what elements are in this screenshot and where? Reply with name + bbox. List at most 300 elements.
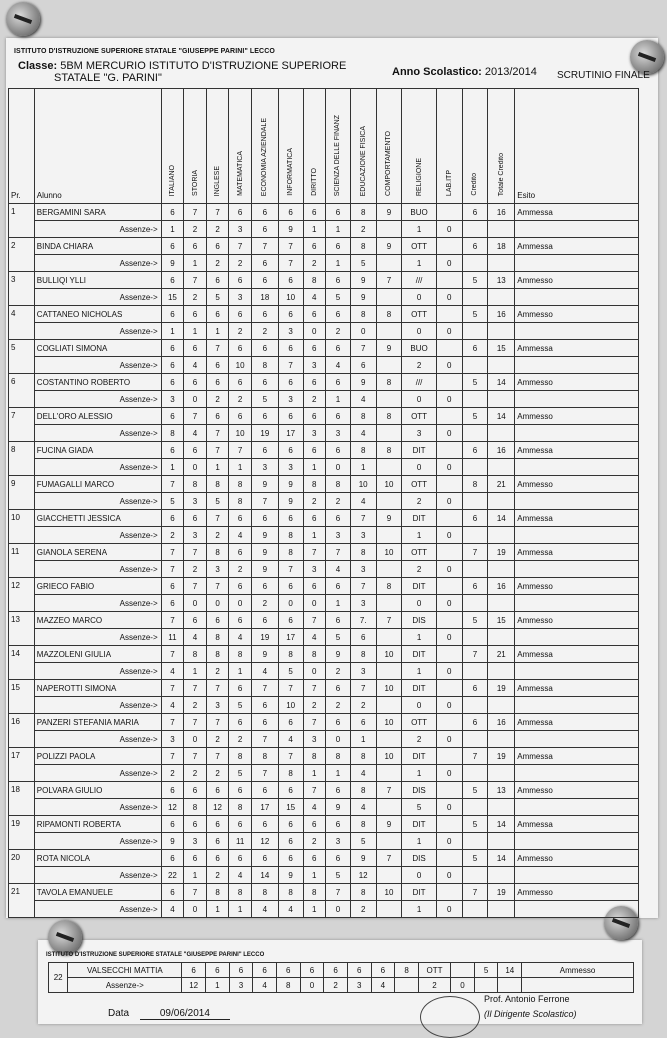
student-number: 19: [9, 816, 35, 850]
absence-label: Assenze->: [34, 765, 161, 782]
grade-cell: 6: [303, 442, 326, 459]
grade-cell: 7: [350, 680, 376, 697]
grade-cell: 6: [206, 238, 229, 255]
blank-credito: [462, 799, 488, 816]
grade-cell: 8: [229, 884, 252, 901]
absence-cell: 5: [229, 765, 252, 782]
blank-totale: [488, 765, 515, 782]
totale-cell: 15: [488, 340, 515, 357]
grade-cell: [436, 204, 462, 221]
absence-cell: 1: [326, 255, 351, 272]
grade-cell: 8: [376, 578, 402, 595]
absence-cell: 1: [161, 323, 184, 340]
grade-cell: 7: [184, 748, 207, 765]
col-subject: INGLESE: [206, 89, 229, 204]
absence-cell: 4: [326, 357, 351, 374]
absence-cell: 8: [184, 799, 207, 816]
grade-cell: 7: [161, 680, 184, 697]
grades-table: [8, 88, 639, 918]
grade-cell: 6: [182, 963, 206, 978]
grade-cell: OTT: [402, 476, 436, 493]
credito-cell: 5: [462, 850, 488, 867]
absence-row: [9, 867, 639, 884]
grade-cell: 6: [278, 204, 303, 221]
grade-cell: 7: [278, 238, 303, 255]
grade-cell: 8: [326, 748, 351, 765]
absence-row: [9, 459, 639, 476]
absence-cell: 8: [206, 629, 229, 646]
absence-cell: 2: [303, 493, 326, 510]
totale-cell: 16: [488, 578, 515, 595]
absence-cell: 1: [326, 391, 351, 408]
blank-credito: [462, 221, 488, 238]
absence-cell: 0: [303, 595, 326, 612]
institute-title: ISTITUTO D'ISTRUZIONE SUPERIORE STATALE "GIUSEPPE PARINI" LECCO: [14, 48, 275, 55]
blank-totale: [488, 799, 515, 816]
grade-cell: [436, 510, 462, 527]
absence-cell: 1: [402, 765, 436, 782]
grade-cell: [436, 544, 462, 561]
grade-cell: 6: [184, 238, 207, 255]
grade-cell: 6: [229, 680, 252, 697]
absence-cell: 3: [161, 391, 184, 408]
grade-cell: 7: [184, 680, 207, 697]
absence-row: [9, 289, 639, 306]
grade-cell: 6: [206, 374, 229, 391]
grade-cell: 6: [206, 782, 229, 799]
credito-cell: 6: [462, 238, 488, 255]
absence-cell: 1: [184, 323, 207, 340]
grade-cell: 7: [161, 612, 184, 629]
grade-cell: 6: [326, 680, 351, 697]
absence-cell: [376, 799, 402, 816]
grade-cell: 6: [300, 963, 324, 978]
esito-cell: Ammessa: [515, 646, 639, 663]
blank-credito: [462, 561, 488, 578]
absence-cell: 7: [251, 765, 278, 782]
grade-cell: 7.: [350, 612, 376, 629]
absence-cell: 9: [161, 833, 184, 850]
absence-cell: 4: [326, 561, 351, 578]
absence-cell: 3: [184, 527, 207, 544]
grade-cell: 6: [184, 374, 207, 391]
absence-cell: 0: [436, 799, 462, 816]
school-year: [392, 66, 537, 78]
grade-cell: 10: [376, 544, 402, 561]
grade-cell: 6: [278, 816, 303, 833]
absence-cell: 11: [229, 833, 252, 850]
totale-cell: 16: [488, 714, 515, 731]
grade-cell: 6: [229, 578, 252, 595]
grade-cell: 6: [251, 408, 278, 425]
grade-cell: 6: [278, 306, 303, 323]
totale-cell: 14: [488, 850, 515, 867]
absence-label: Assenze->: [34, 357, 161, 374]
absence-cell: 10: [229, 357, 252, 374]
blank-credito: [462, 731, 488, 748]
blank-esito: [515, 731, 639, 748]
esito-cell: Ammessa: [515, 340, 639, 357]
absence-cell: 2: [206, 867, 229, 884]
absence-cell: 17: [251, 799, 278, 816]
totale-cell: 14: [488, 510, 515, 527]
grade-cell: [436, 816, 462, 833]
grade-cell: DIT: [402, 442, 436, 459]
absence-label: Assenze->: [34, 867, 161, 884]
grade-cell: 6: [303, 816, 326, 833]
totale-cell: 21: [488, 646, 515, 663]
grade-cell: 6: [229, 816, 252, 833]
blank-credito: [462, 391, 488, 408]
absence-cell: 2: [418, 978, 450, 993]
school-stamp: [420, 996, 480, 1038]
absence-cell: 0: [300, 978, 324, 993]
blank-esito: [515, 663, 639, 680]
grade-cell: [436, 238, 462, 255]
absence-row: [9, 391, 639, 408]
absence-cell: 2: [229, 731, 252, 748]
absence-cell: 0: [326, 901, 351, 918]
grade-cell: 7: [229, 442, 252, 459]
grade-cell: 6: [326, 714, 351, 731]
absence-cell: 3: [350, 595, 376, 612]
absence-cell: 0: [184, 391, 207, 408]
blank-totale: [488, 561, 515, 578]
blank-credito: [462, 595, 488, 612]
blank-credito: [462, 289, 488, 306]
blank-totale: [488, 289, 515, 306]
esito-cell: Ammesso: [515, 408, 639, 425]
grade-cell: 6: [161, 204, 184, 221]
absence-cell: 5: [326, 289, 351, 306]
blank-esito: [515, 833, 639, 850]
absence-cell: 2: [251, 323, 278, 340]
absence-cell: 4: [350, 425, 376, 442]
blank-credito: [462, 527, 488, 544]
absence-cell: 4: [229, 867, 252, 884]
col-subject: INFORMATICA: [278, 89, 303, 204]
absence-cell: 19: [251, 425, 278, 442]
grade-cell: 6: [229, 306, 252, 323]
absence-cell: 1: [303, 527, 326, 544]
absence-row: [9, 357, 639, 374]
grade-cell: ///: [402, 272, 436, 289]
absence-label: Assenze->: [34, 255, 161, 272]
absence-cell: 4: [161, 697, 184, 714]
absence-cell: 5: [251, 391, 278, 408]
grade-cell: 7: [350, 510, 376, 527]
absence-row: [9, 765, 639, 782]
totale-cell: 19: [488, 748, 515, 765]
pushpin-icon: [48, 920, 82, 954]
absence-cell: 1: [303, 901, 326, 918]
grade-cell: 6: [326, 816, 351, 833]
blank-esito: [515, 561, 639, 578]
grade-cell: 6: [278, 272, 303, 289]
grade-cell: 6: [278, 510, 303, 527]
grade-cell: 6: [251, 510, 278, 527]
absence-cell: [376, 391, 402, 408]
esito-cell: Ammesso: [515, 782, 639, 799]
student-name: RIPAMONTI ROBERTA: [34, 816, 161, 833]
absence-cell: 0: [402, 459, 436, 476]
absence-cell: 19: [251, 629, 278, 646]
blank-esito: [515, 221, 639, 238]
grade-cell: 8: [376, 408, 402, 425]
grade-cell: 6: [229, 544, 252, 561]
absence-cell: 4: [253, 978, 277, 993]
absence-cell: 9: [251, 561, 278, 578]
grade-cell: 7: [206, 442, 229, 459]
grade-cell: [436, 442, 462, 459]
grade-cell: 8: [326, 476, 351, 493]
absence-row: [9, 425, 639, 442]
grade-cell: 7: [161, 544, 184, 561]
absence-cell: 9: [161, 255, 184, 272]
table-row: [9, 578, 639, 595]
absence-cell: 0: [436, 731, 462, 748]
grade-cell: 8: [376, 442, 402, 459]
table-row: [9, 238, 639, 255]
absence-cell: 0: [184, 901, 207, 918]
grade-cell: 6: [161, 816, 184, 833]
absence-cell: 0: [436, 391, 462, 408]
student-number: 9: [9, 476, 35, 510]
grade-cell: 6: [278, 612, 303, 629]
absence-cell: 3: [229, 978, 253, 993]
blank-credito: [462, 255, 488, 272]
grade-cell: 8: [350, 884, 376, 901]
absence-cell: 3: [278, 391, 303, 408]
student-name: POLIZZI PAOLA: [34, 748, 161, 765]
grade-cell: 8: [350, 646, 376, 663]
grade-cell: 6: [278, 442, 303, 459]
esito-cell: Ammesso: [515, 850, 639, 867]
student-number: 18: [9, 782, 35, 816]
grade-cell: 8: [303, 646, 326, 663]
absence-cell: 2: [229, 561, 252, 578]
absence-cell: 7: [278, 357, 303, 374]
pushpin-icon: [630, 40, 664, 74]
grade-cell: 6: [184, 850, 207, 867]
absence-cell: 2: [303, 833, 326, 850]
esito-cell: Ammesso: [515, 374, 639, 391]
scrutinio-label: SCRUTINIO FINALE: [557, 70, 650, 81]
absence-cell: 1: [184, 663, 207, 680]
absence-row: [9, 799, 639, 816]
student-number: 17: [9, 748, 35, 782]
grade-cell: 6: [251, 612, 278, 629]
grade-cell: 10: [376, 476, 402, 493]
blank-totale: [488, 459, 515, 476]
table-row: [9, 816, 639, 833]
absence-cell: 1: [303, 765, 326, 782]
grade-cell: 8: [350, 748, 376, 765]
grade-cell: [436, 340, 462, 357]
grade-cell: 6: [184, 612, 207, 629]
grade-cell: 7: [206, 680, 229, 697]
absence-cell: 1: [402, 255, 436, 272]
blank-esito: [515, 867, 639, 884]
absence-cell: 2: [303, 391, 326, 408]
absence-cell: [376, 357, 402, 374]
absence-cell: 1: [206, 323, 229, 340]
signer-role: (Il Dirigente Scolastico): [484, 1009, 577, 1019]
absence-cell: 0: [184, 595, 207, 612]
grade-cell: 8: [376, 306, 402, 323]
grade-cell: 7: [206, 578, 229, 595]
absence-cell: 6: [251, 221, 278, 238]
blank-credito: [462, 833, 488, 850]
col-subject: ITALIANO: [161, 89, 184, 204]
absence-cell: 5: [350, 255, 376, 272]
grade-cell: DIS: [402, 850, 436, 867]
absence-cell: [376, 425, 402, 442]
absence-cell: 0: [436, 289, 462, 306]
grade-cell: 8: [206, 544, 229, 561]
absence-cell: 2: [324, 978, 348, 993]
signer-name: Prof. Antonio Ferrone: [484, 994, 570, 1004]
student-name: COSTANTINO ROBERTO: [34, 374, 161, 391]
col-subject: COMPORTAMENTO: [376, 89, 402, 204]
grade-cell: 7: [303, 612, 326, 629]
credito-cell: 5: [462, 782, 488, 799]
grade-cell: 10: [376, 884, 402, 901]
esito-cell: Ammesso: [515, 476, 639, 493]
grade-cell: 6: [326, 238, 351, 255]
absence-cell: 2: [184, 765, 207, 782]
absence-cell: 15: [161, 289, 184, 306]
absence-cell: 5: [278, 663, 303, 680]
class-label: Classe:: [18, 60, 58, 72]
col-subject: SCIENZA DELLE FINANZ: [326, 89, 351, 204]
absence-cell: 4: [350, 493, 376, 510]
esito-cell: Ammessa: [515, 544, 639, 561]
absence-label: Assenze->: [34, 595, 161, 612]
absence-cell: 1: [350, 459, 376, 476]
totale-cell: 13: [488, 272, 515, 289]
grade-cell: 8: [206, 646, 229, 663]
credito-cell: 6: [462, 680, 488, 697]
absence-cell: 6: [161, 595, 184, 612]
blank-credito: [462, 459, 488, 476]
grade-cell: 8: [184, 646, 207, 663]
absence-cell: 6: [161, 357, 184, 374]
grade-cell: OTT: [402, 544, 436, 561]
absence-cell: 1: [303, 459, 326, 476]
absence-cell: 2: [206, 731, 229, 748]
absence-cell: 2: [206, 527, 229, 544]
grade-cell: 6: [161, 374, 184, 391]
grade-cell: 8: [303, 884, 326, 901]
absence-cell: 0: [402, 391, 436, 408]
blank-totale: [488, 629, 515, 646]
grade-cell: 6: [278, 374, 303, 391]
blank-totale: [498, 978, 522, 993]
absence-cell: 0: [402, 697, 436, 714]
absence-label: Assenze->: [34, 221, 161, 238]
grade-cell: 6: [229, 612, 252, 629]
absence-label: Assenze->: [34, 799, 161, 816]
grade-cell: [436, 884, 462, 901]
absence-cell: 4: [350, 799, 376, 816]
table-row: [9, 476, 639, 493]
absence-cell: 2: [402, 731, 436, 748]
absence-cell: 1: [326, 595, 351, 612]
grade-cell: 6: [229, 963, 253, 978]
absence-cell: 0: [436, 901, 462, 918]
grade-cell: 6: [303, 374, 326, 391]
absence-cell: 5: [350, 833, 376, 850]
table-row: [9, 272, 639, 289]
grade-cell: 6: [161, 442, 184, 459]
grade-cell: 6: [184, 510, 207, 527]
grade-cell: 6: [229, 340, 252, 357]
absence-cell: 12: [350, 867, 376, 884]
absence-label: Assenze->: [34, 901, 161, 918]
absence-cell: 3: [347, 978, 371, 993]
absence-cell: 1: [184, 255, 207, 272]
absence-cell: 0: [303, 663, 326, 680]
grade-cell: 7: [251, 238, 278, 255]
absence-cell: 5: [326, 629, 351, 646]
grade-cell: 6: [229, 204, 252, 221]
student-name: TAVOLA EMANUELE: [34, 884, 161, 901]
absence-cell: 5: [206, 289, 229, 306]
absence-cell: 1: [184, 867, 207, 884]
grade-cell: 10: [350, 476, 376, 493]
table-row: [9, 850, 639, 867]
absence-cell: 1: [402, 901, 436, 918]
absence-cell: 2: [326, 697, 351, 714]
blank-totale: [488, 867, 515, 884]
blank-esito: [515, 629, 639, 646]
absence-label: Assenze->: [34, 391, 161, 408]
grade-cell: 6: [326, 374, 351, 391]
grade-cell: 6: [303, 340, 326, 357]
grade-cell: DIT: [402, 578, 436, 595]
table-row: [9, 612, 639, 629]
student-number: 14: [9, 646, 35, 680]
table-row: [9, 646, 639, 663]
absence-cell: 3: [326, 425, 351, 442]
absence-cell: [376, 731, 402, 748]
grade-cell: 7: [206, 340, 229, 357]
grade-cell: 8: [251, 748, 278, 765]
absence-cell: 0: [326, 731, 351, 748]
absence-cell: 0: [436, 255, 462, 272]
table-row: [9, 442, 639, 459]
student-number: 10: [9, 510, 35, 544]
absence-cell: 7: [251, 731, 278, 748]
grade-cell: 6: [251, 578, 278, 595]
grade-cell: 8: [350, 238, 376, 255]
absence-cell: 7: [278, 561, 303, 578]
absence-cell: 0: [402, 289, 436, 306]
absence-label: Assenze->: [34, 731, 161, 748]
absence-cell: 1: [229, 663, 252, 680]
absence-row: [9, 255, 639, 272]
grade-cell: ///: [402, 374, 436, 391]
absence-cell: 12: [161, 799, 184, 816]
grade-cell: 7: [206, 510, 229, 527]
grade-cell: 9: [376, 204, 402, 221]
grade-cell: 6: [303, 850, 326, 867]
blank-esito: [515, 697, 639, 714]
blank-credito: [462, 663, 488, 680]
absence-cell: 9: [278, 493, 303, 510]
grade-cell: 10: [376, 714, 402, 731]
